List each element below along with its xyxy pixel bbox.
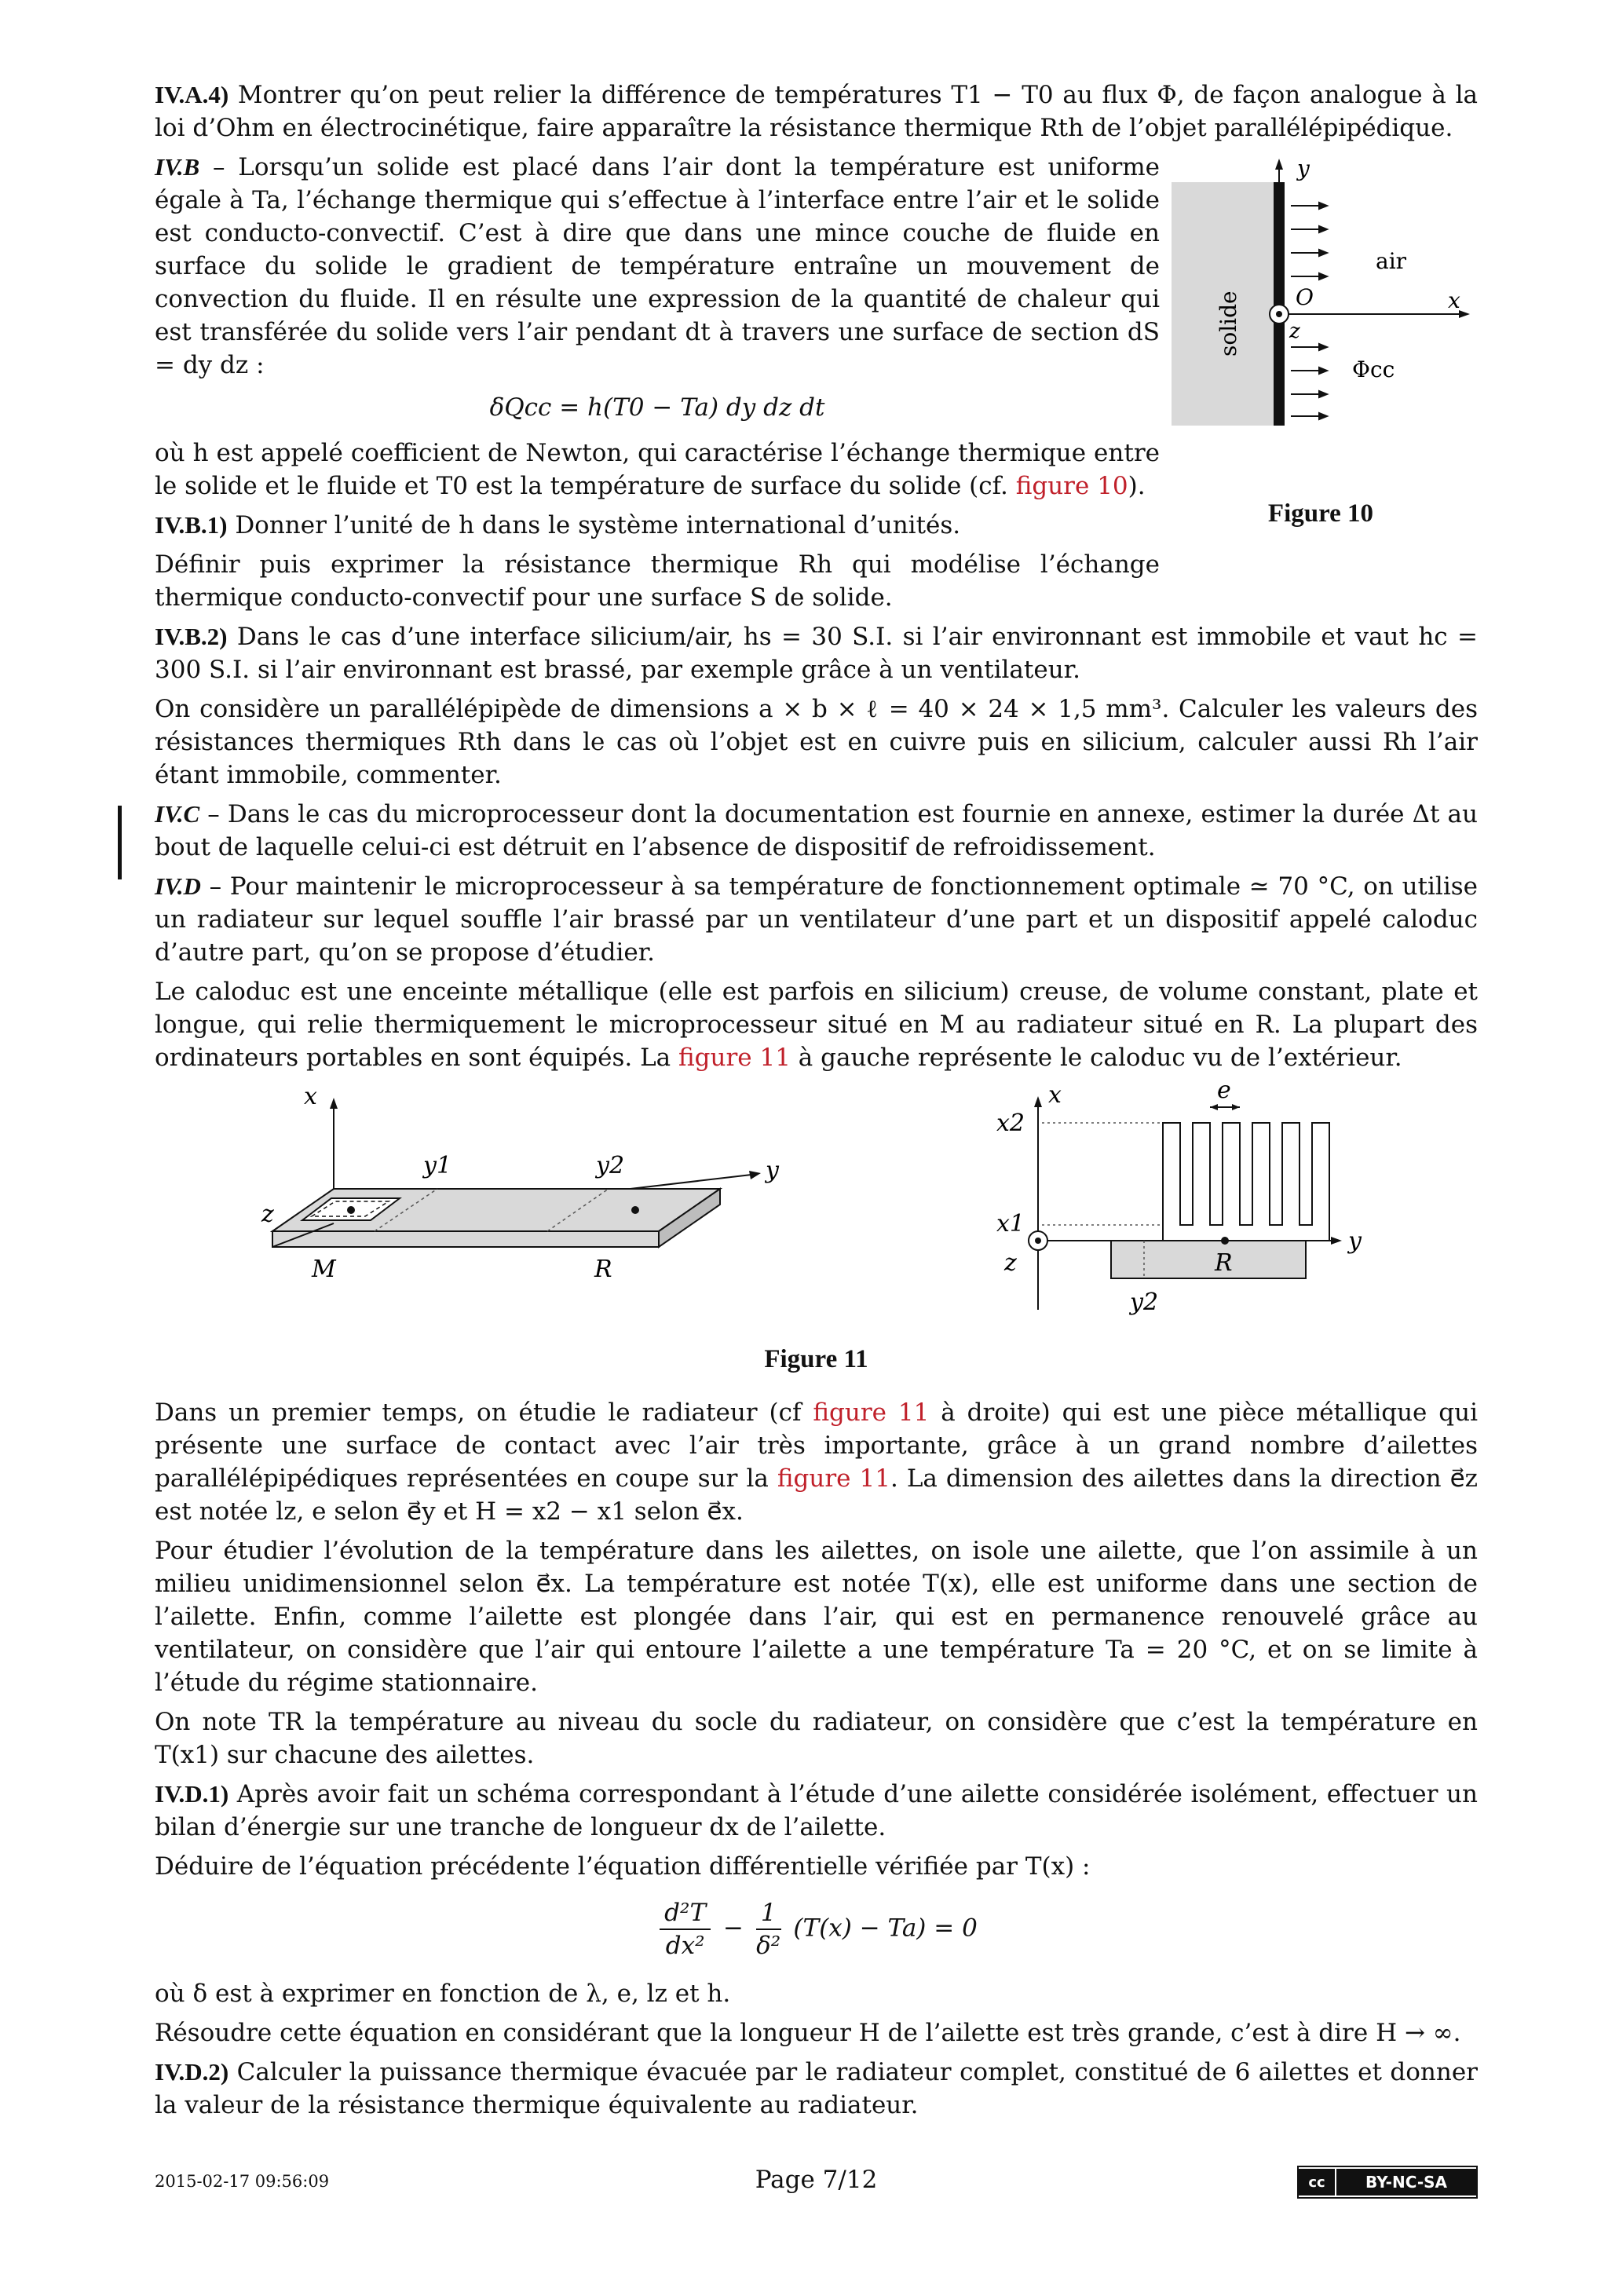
footer-date: 2015-02-17 09:56:09 <box>155 2172 330 2191</box>
label-r: R <box>594 1256 612 1283</box>
ivb-block <box>155 151 1478 620</box>
numerator: d²T <box>660 1897 711 1930</box>
label-air: air <box>1376 248 1407 274</box>
label-y1: y1 <box>423 1152 452 1179</box>
paragraph-ivb1-2: Définir puis exprimer la résistance thermique Rh qui modélise l’échange thermique conducto-convectif pour une surface S de solide. <box>155 550 1160 612</box>
paragraph-text: où h est appelé coefficient de Newton, qui caractérise l’échange thermique entre le solide et le fluide et T0 est la température de surface du solide (cf. <box>155 439 1160 500</box>
equation-differential <box>155 1897 1478 1961</box>
label-y: y <box>1297 155 1310 181</box>
numerator: 1 <box>756 1897 781 1930</box>
label-y: y <box>1348 1227 1362 1255</box>
equation-heat-transfer: δQcc = h(T0 − Ta) dy dz dt <box>489 393 825 422</box>
license-text: BY-NC-SA <box>1336 2169 1476 2195</box>
paragraph-ivd1-2: Déduire de l’équation précédente l’équation différentielle vérifiée par T(x) : <box>155 1852 1091 1881</box>
point-r <box>631 1206 639 1214</box>
paragraph-fin-temperature: Pour étudier l’évolution de la température dans les ailettes, on isole une ailette, que l’on assimile à un milieu unidimensionnel selon e⃗x. La température est notée T(x), elle est uniforme dans une section de l’ailette. Enfin, comme l’ailette est plongée dans l’air, qui est en permanence renouvelé grâce au ventilateur, on considère que l’air qui entoure l’ailette a une température Ta = 20 °C, et on se limite à l’étude du régime stationnaire. <box>155 1537 1478 1697</box>
section-label: IV.D.1) <box>155 1780 229 1808</box>
paragraph-text: Dans un premier temps, on étudie le radiateur (cf <box>155 1398 813 1427</box>
figure-10-caption: Figure 10 <box>1267 499 1374 528</box>
label-solide: solide <box>1215 291 1241 356</box>
figure-10 <box>1164 151 1478 530</box>
label-phi: Φcc <box>1352 356 1395 382</box>
paragraph-ivd2 <box>155 2056 1478 2122</box>
paragraph-ivb2-2: On considère un parallélépipède de dimensions a × b × ℓ = 40 × 24 × 1,5 mm³. Calculer les valeurs des résistances thermiques Rth dans le cas où l’objet est en cuivre puis en silicium, calculer aussi Rh l’air étant immobile, commenter. <box>155 695 1478 789</box>
point-r <box>1221 1237 1229 1245</box>
denominator: dx² <box>665 1932 705 1960</box>
section-label: IV.D <box>155 872 201 900</box>
label-x2: x2 <box>996 1110 1025 1137</box>
page-number: Page 7/12 <box>755 2166 878 2194</box>
label-x1: x1 <box>996 1210 1025 1238</box>
flux-arrows <box>1291 203 1327 419</box>
ivb-text-column <box>155 151 1160 620</box>
figure-10-link[interactable]: figure 10 <box>1015 472 1128 500</box>
label-z: z <box>1289 320 1300 343</box>
paragraph-text: – Lorsqu’un solide est placé dans l’air dont la température est uniforme égale à Ta, l’échange thermique qui s’effectue à l’interface entre l’air et le solide est conducto-convectif. C’est à dire que dans une mince couche de fluide en surface du solide le gradient de température entraîne un mouvement de convection du fluide. Il en résulte une expression de la quantité de chaleur qui est transférée du solide vers l’air pendant dt à travers une surface de section dS = dy dz : <box>155 153 1160 379</box>
paragraph-ivb2 <box>155 620 1478 686</box>
section-label: IV.B.2) <box>155 623 228 650</box>
z-axis-dot <box>1276 311 1282 317</box>
paragraph-radiator <box>155 1396 1478 1528</box>
label-m: M <box>312 1256 336 1283</box>
paragraph-text: Après avoir fait un schéma correspondant à l’étude d’une ailette considérée isolément, effectuer un bilan d’énergie sur une tranche de longueur dx de l’ailette. <box>155 1780 1478 1841</box>
paragraph-text: ). <box>1128 472 1146 500</box>
paragraph-text: à droite) qui est une pièce métallique qui présente une surface de contact avec l’air très importante, grâce à un grand nombre d’ailettes parallélépipédiques représentées en coupe sur la <box>155 1398 1479 1493</box>
paragraph-text: . La dimension des ailettes dans la direction e⃗z est notée lz, e selon e⃗y et H = x2 − x1 selon e⃗x. <box>155 1464 1479 1526</box>
paragraph-text: – Dans le cas du microprocesseur dont la documentation est fournie en annexe, estimer la durée Δt au bout de laquelle celui-ci est détruit en l’absence de dispositif de refroidissement. <box>155 800 1478 861</box>
label-x: x <box>1448 287 1460 313</box>
fraction-delta <box>756 1897 781 1961</box>
section-label: IV.D.2) <box>155 2058 229 2086</box>
y-axis-arrow <box>1275 159 1283 170</box>
label-o: O <box>1296 284 1314 310</box>
point-m <box>347 1206 355 1214</box>
section-label: IV.A.4) <box>155 81 229 108</box>
label-x: x <box>1048 1082 1062 1109</box>
label-x: x <box>304 1083 317 1110</box>
paragraph-tr: On note TR la température au niveau du socle du radiateur, on considère que c’est la température en T(x1) sur chacune des ailettes. <box>155 1708 1478 1769</box>
denominator: δ² <box>756 1932 781 1960</box>
paragraph-text: Le caloduc est une enceinte métallique (elle est parfois en silicium) creuse, de volume constant, plate et longue, qui relie thermiquement le microprocesseur situé en M au radiateur situé en R. La plupart des ordinateurs portables en sont équipés. La <box>155 978 1478 1072</box>
radiator-base <box>1111 1241 1306 1278</box>
label-y2: y2 <box>596 1152 625 1179</box>
left-y-axis-arrow <box>749 1171 761 1179</box>
paragraph-caloduc <box>155 975 1478 1074</box>
paragraph-ivd <box>155 870 1478 969</box>
paragraph-text: Dans le cas d’une interface silicium/air, hs = 30 S.I. si l’air environnant est immobile et vaut hc = 300 S.I. si l’air environnant est brassé, par exemple grâce à un ventilateur. <box>155 623 1479 684</box>
label-z: z <box>1004 1249 1017 1277</box>
paragraph-ivc <box>155 798 1478 864</box>
paragraph-iva4 <box>155 79 1478 144</box>
figure-11-caption: Figure 11 <box>764 1345 868 1373</box>
minus-sign: − <box>722 1914 744 1943</box>
paragraph-newton <box>155 437 1160 503</box>
paragraph-text: Calculer la puissance thermique évacuée par le radiateur complet, constitué de 6 ailettes et donner la valeur de la résistance thermique équivalente au radiateur. <box>155 2058 1478 2119</box>
figure-11-diagram <box>155 1082 1478 1349</box>
figure-11-right <box>996 1082 1362 1316</box>
right-x-axis-arrow <box>1034 1096 1042 1107</box>
figure-11-link[interactable]: figure 11 <box>777 1464 890 1493</box>
figure-11-left <box>261 1083 780 1283</box>
paragraph-solve: Résoudre cette équation en considérant que la longueur H de l’ailette est très grande, c’est à dire H → ∞. <box>155 2019 1461 2047</box>
section-label: IV.C <box>155 800 200 828</box>
paragraph-delta: où δ est à exprimer en fonction de λ, e, lz et h. <box>155 1980 731 2008</box>
page-content <box>155 79 1478 2128</box>
caloduc-front <box>272 1231 659 1247</box>
paragraph-ivd1 <box>155 1778 1478 1844</box>
label-y: y <box>766 1157 779 1184</box>
figure-11-link[interactable]: figure 11 <box>678 1044 791 1072</box>
e-arrow-left <box>1210 1104 1218 1110</box>
license-badge[interactable] <box>1297 2166 1478 2199</box>
figure-11 <box>155 1082 1478 1396</box>
paragraph-text: Montrer qu’on peut relier la différence de températures T1 − T0 au flux Φ, de façon analogue à la loi d’Ohm en électrocinétique, faire apparaître la résistance thermique Rth de l’objet parallélépipédique. <box>155 81 1478 142</box>
paragraph-text: Donner l’unité de h dans le système international d’unités. <box>235 511 961 539</box>
equation-rest: (T(x) − Ta) = 0 <box>793 1914 978 1943</box>
label-r: R <box>1215 1249 1233 1277</box>
x-axis-arrow <box>1459 310 1470 318</box>
section-label: IV.B <box>155 153 200 181</box>
paragraph-text: à gauche représente le caloduc vu de l’extérieur. <box>790 1044 1402 1072</box>
paragraph-text: – Pour maintenir le microprocesseur à sa température de fonctionnement optimale ≃ 70 °C, on utilise un radiateur sur lequel souffle l’air brassé par un ventilateur d’une part et un dispositif appelé caloduc d’autre part, qu’on se propose d’étudier. <box>155 872 1478 967</box>
section-label: IV.B.1) <box>155 511 228 539</box>
cc-icon: cc <box>1299 2169 1335 2195</box>
figure-11-link[interactable]: figure 11 <box>813 1398 930 1427</box>
right-z-dot <box>1035 1238 1041 1244</box>
e-arrow-right <box>1232 1104 1240 1110</box>
fins <box>1163 1123 1329 1241</box>
label-z: z <box>261 1201 274 1228</box>
left-x-axis-arrow <box>330 1098 338 1109</box>
label-e: e <box>1217 1082 1231 1104</box>
paragraph-ivb1 <box>155 509 1160 542</box>
label-y2: y2 <box>1130 1289 1159 1316</box>
fraction-d2t <box>660 1897 711 1961</box>
figure-10-diagram <box>1164 151 1478 488</box>
right-y-axis-arrow <box>1331 1237 1342 1245</box>
footer <box>155 2166 1478 2197</box>
paragraph-ivb <box>155 151 1160 382</box>
change-bar <box>118 806 122 879</box>
